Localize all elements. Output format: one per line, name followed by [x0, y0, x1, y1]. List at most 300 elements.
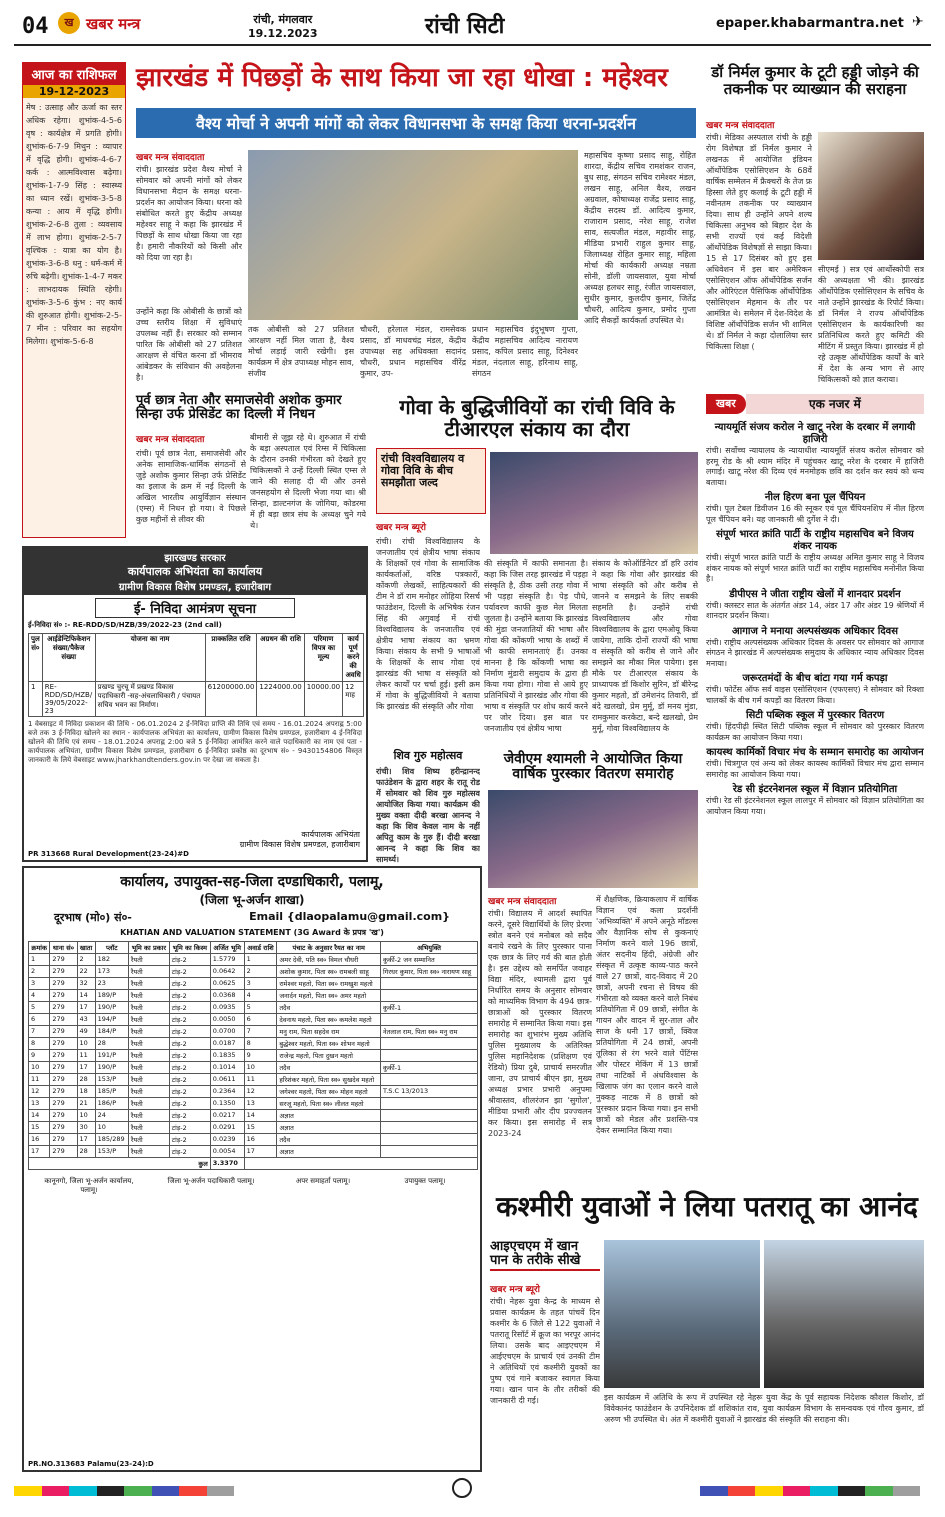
- land-cell: 3: [244, 978, 277, 990]
- land-cell: [381, 1014, 478, 1026]
- land-cell: टांड़-2: [169, 966, 210, 978]
- color-bar: [14, 1486, 234, 1496]
- ek-nazar-item-headline: नील हिरण बना पूल चैंपियन: [764, 492, 866, 503]
- kashmir-photo-1: [604, 1240, 760, 1388]
- shiv-text: रांची। शिव शिष्य हरीन्द्रानन्द फाउंडेशन के द्वारा शहर के रातू रोड में सोमवार को शिव गुरु महोत्सव आयोजित किया गया। कार्यक्रम की मुख्य वक्ता दीदी बरखा आनन्द ने कहा कि शिव केवल नाम के नहीं अपितु काम के गुरु हैं। दीदी बरखा आनन्द ने कहा कि शिव का सामर्थ्य।: [376, 767, 480, 864]
- land-cell: 3: [29, 978, 50, 990]
- ek-nazar-item-text: रांची। हिंदपीढ़ी स्थित सिटी पब्लिक स्कूल में सोमवार को पुरस्कार वितरण कार्यक्रम का आयोजन किया गया।: [706, 722, 924, 742]
- land-cell: तदैव: [277, 1002, 381, 1014]
- land-header-cell: प्लॉट: [95, 942, 128, 954]
- tender-cell: 61200000.00: [205, 682, 257, 717]
- land-cell: टांड़-2: [169, 1122, 210, 1134]
- land-cell: 186/P: [95, 1098, 128, 1110]
- land-cell: T.S.C 13/2013: [381, 1086, 478, 1098]
- tender-header-cell: पुल सं०: [29, 634, 43, 682]
- color-bar: [700, 1486, 920, 1496]
- land-table-row: [29, 1038, 478, 1050]
- land-statement-title: KHATIAN AND VALUATION STATEMENT (3G Award के प्रपत्र 'ख'): [120, 928, 384, 937]
- land-cell: 279: [50, 1038, 77, 1050]
- tender-title: ई- निविदा आमंत्रण सूचना: [95, 598, 295, 618]
- goa-side-box: [376, 448, 486, 514]
- land-cell: 23: [95, 978, 128, 990]
- land-cell: 0.0625: [210, 978, 244, 990]
- land-cell: 11: [29, 1074, 50, 1086]
- brand-logo-icon: ख: [58, 12, 80, 34]
- main-right-col: महासचिव कृष्णा प्रसाद साहू, रोहित शारदा, केंद्रीय सचिव रामशंकर राजन, बुध साह, संगठन सचिव रामेश्वर मंडल, लखन साहू, अनिल वैश्य, लखन अग्रवाल, कोषाध्यक्ष राजेंद्र प्रसाद साहू, केंद्रीय सदस्य डॉ. आदित्य कुमार, राजाराम प्रसाद, नरेश साहू, राजेश साव, सत्यजीत मंडल, महावीर साहू, मीडिया प्रभारी राहुल कुमार साहू, जिलाध्यक्ष रोहित कुमार साहू, महिला मोर्चा की कार्यकारी अध्यक्ष नम्रता सोनी, डॉली जायसवाल, युवा मोर्चा अध्यक्ष हलधर साहू, रंजीत जायसवाल, सुधीर कुमार, कुलदीप कुमार, जितेंद्र चौधरी, आदित्य कुमार, प्रमोद गुप्ता आदि सैकड़ों कार्यकर्ता उपस्थित थे।: [584, 151, 696, 325]
- registration-mark-icon: [452, 1478, 472, 1498]
- land-sign-dc: उपायुक्त पलामू।: [404, 1177, 446, 1185]
- land-cell: 0.0935: [210, 1002, 244, 1014]
- land-cell: 0.0291: [210, 1122, 244, 1134]
- land-cell: टांड़-2: [169, 1038, 210, 1050]
- tender-row: [29, 682, 364, 717]
- ek-nazar-item-headline: कायस्थ कार्मिकों विचार मंच के सम्मान समारोह का आयोजन: [706, 747, 924, 758]
- main-byline: खबर मन्त्र संवाददाता: [136, 153, 205, 163]
- land-table-row: [29, 1050, 478, 1062]
- land-cell: रैयती: [128, 1146, 169, 1158]
- land-header-cell: पंचाट के अनुसार रैयत का नाम: [277, 942, 381, 954]
- land-title: कार्यालय, उपायुक्त-सह-जिला दण्डाधिकारी, पलामू,: [120, 874, 384, 890]
- land-cell: टांड़-2: [169, 1062, 210, 1074]
- land-cell: [381, 1110, 478, 1122]
- land-cell: 279: [50, 1086, 77, 1098]
- dateline: [248, 12, 318, 40]
- land-header-cell: भूमि का किस्म: [169, 942, 210, 954]
- land-cell: 182: [95, 954, 128, 966]
- land-cell: टांड़-2: [169, 990, 210, 1002]
- land-cell: 0.0368: [210, 990, 244, 1002]
- land-cell: रैयती: [128, 1050, 169, 1062]
- land-cell: 0.0642: [210, 966, 244, 978]
- nidhan-headline: पूर्व छात्र नेता और समाजसेवी अशोक कुमार सिन्हा उर्फ प्रेसिडेंट का दिल्ली में निधन: [136, 393, 342, 423]
- nidhan-byline: खबर मन्त्र संवाददाता: [136, 435, 205, 445]
- page-number: 04: [22, 14, 49, 39]
- land-cell: कुर्की-1: [381, 1062, 478, 1074]
- ek-nazar-item-text: रांची। पूल टेबल डिवीजन 16 की स्नूकर एवं पूल चैंपियनशिप में नील हिरण पूल चैंपियन बने। यह जानकारी श्री दुर्गेश ने दी।: [706, 504, 924, 524]
- land-cell: 279: [50, 1122, 77, 1134]
- land-cell: 279: [50, 978, 77, 990]
- ek-nazar-item-headline: डीपीएस ने जीता राष्ट्रीय खेलों में शानदार प्रदर्शन: [729, 588, 901, 600]
- land-pr: PR.NO.313683 Palamu(23-24):D: [28, 1460, 154, 1468]
- land-cell: 153/P: [95, 1074, 128, 1086]
- main-headline: झारखंड में पिछड़ों के साथ किया जा रहा धोखा : महेश्वर: [136, 63, 668, 93]
- jvm-col2: में शैक्षणिक, क्रियाकलाप में वार्षिक विज्ञान एवं कला प्रदर्शनी 'अभिव्यक्ति' में अपने अनूठे मॉडल्स और वैज्ञानिक सोच से कुकनाएं निर्माण करने वाले 196 छात्रों, अंतर सदनीय हिंदी, अंग्रेजी और संस्कृत में उत्कृष्ट काव्य-पाठ करने वाले 27 छात्रों, वाद-विवाद में 20 छात्रों, अपनी रचना से विषय की गंभीरता को व्यक्त करने वाले निबंध प्रतियोगिता में 09 छात्रों, संगीत के गायन और वादन में सुर-ताल और साज के धनी 17 छात्रों, क्विज प्रतियोगिता में 24 छात्रों, अपनी तूलिका से रंग भरने वाले पेंटिंग्स और पोस्टर मेकिंग में 13 छात्रों तथा नाटिकों में अंधविश्वास के खिलाफ जंग का एलान करने वाले नुक्कड़ नाटक में 8 छात्रों को पुरस्कार प्रदान किया गया। इन सभी छात्रों को मेडल और प्रशस्ति-पत्र देकर सम्मानित किया गया।: [596, 895, 698, 1135]
- brand-name: खबर मन्त्र: [86, 15, 141, 33]
- land-cell: तदैव: [277, 1062, 381, 1074]
- tender-header-cell: अग्रधन की राशि: [257, 634, 304, 682]
- land-cell: देवनाथ महतो, पिता स्व० कमलेश महतो: [277, 1014, 381, 1026]
- land-cell: टांड़-2: [169, 1098, 210, 1110]
- land-cell: रैयती: [128, 978, 169, 990]
- land-cell: 5: [29, 1002, 50, 1014]
- land-cell: 49: [77, 1026, 95, 1038]
- land-cell: रैयती: [128, 1074, 169, 1086]
- tender-header-cell: आईडेन्टिफिकेशन संख्या/पैकेज संख्या: [42, 634, 95, 682]
- land-total: 3.3370: [210, 1158, 244, 1170]
- ek-nazar-label: खबर: [706, 394, 746, 414]
- kashmir-sub: आइएचएम में खान पान के तरीके सीखे: [490, 1240, 600, 1271]
- ek-nazar-item-headline: संपूर्ण भारत क्रांति पार्टी के राष्ट्रीय महासचिव बने विजय शंकर नायक: [716, 529, 914, 552]
- land-header-cell: थाना सं०: [50, 942, 77, 954]
- land-email[interactable]: Email {dlaopalamu@gmail.com}: [249, 910, 450, 923]
- land-cell: 10: [95, 1122, 128, 1134]
- goa-headline: गोवा के बुद्धिजीवियों का रांची विवि के टीआरएल संकाय का दौरा: [399, 395, 675, 441]
- land-cell: 13: [244, 1098, 277, 1110]
- land-cell: [381, 990, 478, 1002]
- tender-org2: कार्यपालक अभियंता का कार्यालय: [127, 565, 263, 578]
- land-cell: रैयती: [128, 1062, 169, 1074]
- kashmir-text: रांची। नेहरू युवा केन्द्र के माध्यम से प्रवास कार्यक्रम के तहत पांचवें दिन कश्मीर के 6 जिले से 122 युवाओं ने पतरातू रिसॉर्ट में क्रूज का भरपूर आनंद लिया। उसके बाद आइएचएम में आईएचएम के प्राचार्य एवं उनकी टीम ने अतिथियों एवं कश्मीरी युवकों का पुष्प एवं गाने बजाकर स्वागत किया गया। खान पान के तौर तरीकों की जानकारी दी गई।: [490, 1297, 600, 1405]
- land-cell: 2: [77, 954, 95, 966]
- land-cell: 279: [50, 990, 77, 1002]
- goa-byline: खबर मन्त्र ब्यूरो: [376, 523, 426, 533]
- land-cell: 1: [244, 954, 277, 966]
- rashifal-text: मेष : उत्साह और ऊर्जा का स्तर अधिक रहेगा। शुभांक-4-5-6 वृष : कार्यक्षेत्र में प्रगति होगी। शुभांक-6-7-9 मिथुन : व्यापार में वृद्धि होगी। शुभांक-4-6-7 कर्क : आत्मविश्वास बढ़ेगा। शुभांक-1-7-9 सिंह : स्वास्थ्य का ध्यान रखें। शुभांक-3-5-8 कन्या : आय में वृद्धि होगी। शुभांक-2-6-8 तुला : व्यवसाय में लाभ होगा। शुभांक-2-5-7 वृश्चिक : यात्रा का योग है। शुभांक-3-6-8 धनु : धर्म-कर्म में रुचि बढ़ेगी। शुभांक-1-4-7 मकर : लाभदायक स्थिति रहेगी। शुभांक-3-5-6 कुंभ : नए कार्य की शुरुआत होगी। शुभांक-2-5-7 मीन : परिवार का सहयोग मिलेगा। शुभांक-5-6-8: [26, 103, 122, 346]
- land-cell: टांड़-2: [169, 1026, 210, 1038]
- land-cell: रैयती: [128, 990, 169, 1002]
- land-header-cell: अर्जित भूमि: [210, 942, 244, 954]
- land-cell: रैयती: [128, 1086, 169, 1098]
- land-cell: 11: [77, 1050, 95, 1062]
- land-cell: रैयती: [128, 1026, 169, 1038]
- land-table-row: [29, 1074, 478, 1086]
- land-cell: रैयती: [128, 954, 169, 966]
- land-cell: मनु राम, पिता सहदेव राम: [277, 1026, 381, 1038]
- land-table-row: [29, 1146, 478, 1158]
- ek-nazar-item-headline: जरूरतमंदों के बीच बांटा गया गर्म कपड़ा: [742, 673, 888, 684]
- land-cell: 0.0050: [210, 1014, 244, 1026]
- main-para1: रांची। झारखंड प्रदेश वैश्य मोर्चा ने सोमवार को अपनी मांगों को लेकर विधानसभा मैदान के समक्ष धरना-प्रदर्शन का आयोजन किया। धरना को संबोधित करते हुए केंद्रीय अध्यक्ष महेश्वर साहू ने कहा कि झारखंड में पिछड़ों के साथ धोखा किया जा रहा है। हमारी नौकरियों को किसी और को दिया जा रहा है।: [136, 165, 242, 262]
- land-cell: 13: [29, 1098, 50, 1110]
- header-rule: [14, 44, 931, 46]
- land-cell: 184/P: [95, 1026, 128, 1038]
- land-cell: 15: [244, 1122, 277, 1134]
- tender-cell: 1: [29, 682, 43, 717]
- land-cell: 17: [77, 1062, 95, 1074]
- land-table-row: [29, 1110, 478, 1122]
- land-cell: तदैव: [277, 1134, 381, 1146]
- bird-icon: ✈: [912, 14, 924, 30]
- ek-nazar-item-text: रांची। क्लस्टर सात के अंतर्गत अंडर 14, अंडर 17 और अंडर 19 श्रेणियों में शानदार प्रदर्शन किया।: [706, 600, 924, 620]
- land-sign-dlao: जिला भू-अर्जन पदाधिकारी पलामू।: [167, 1177, 255, 1185]
- land-cell: 22: [77, 966, 95, 978]
- tender-cell: 12 माह: [343, 682, 364, 717]
- dateline-date: 19.12.2023: [248, 27, 318, 40]
- doctor-headline: डॉ निर्मल कुमार के टूटी हड्डी जोड़ने की तकनीक पर व्याख्यान की सराहना: [711, 63, 919, 98]
- land-cell: अज्ञात: [277, 1146, 381, 1158]
- land-cell: रैयती: [128, 1098, 169, 1110]
- land-cell: टांड़-2: [169, 1050, 210, 1062]
- land-cell: टांड़-2: [169, 954, 210, 966]
- land-cell: 10: [244, 1062, 277, 1074]
- land-cell: अमर देवी, पति स्व० विमल चौधरी: [277, 954, 381, 966]
- land-notice: [22, 866, 482, 1472]
- tender-sign1: कार्यपालक अभियंता: [301, 830, 360, 839]
- land-rows: [29, 954, 478, 1158]
- kashmir-photo-2: [764, 1240, 924, 1388]
- land-cell: 7: [244, 1026, 277, 1038]
- land-cell: रैयती: [128, 966, 169, 978]
- land-cell: 0.1350: [210, 1098, 244, 1110]
- land-cell: 32: [77, 978, 95, 990]
- land-cell: 279: [50, 1014, 77, 1026]
- land-cell: 10: [77, 1038, 95, 1050]
- land-table-row: [29, 966, 478, 978]
- land-cell: टांड़-2: [169, 1110, 210, 1122]
- jvm-col1: रांची। विद्यालय में आदर्श स्थापित करने, दूसरे विद्यार्थियों के लिए प्रेरणा स्त्रोत बनने एवं मनोबल को सदैव बनाये रखने के लिए पुरस्कार पाना एक छात्र के लिए गर्व की बात होती है। इस उद्देश्य को समर्पित जवाहर विद्या मंदिर, श्यामली द्वारा पूर्व निर्धारित समय के अनुसार सोमवार को माध्यमिक विभाग के 494 छात्र-छात्राओं को पुरस्कार वितरण समारोह में सम्मानित किया गया। इस समारोह का शुभारंभ मुख्य अतिथि पुलिस मुख्यालय के अतिरिक्त पुलिस महानिदेशक (प्रशिक्षण एवं रेडियो) प्रिया दुबे, प्राचार्य समरजीत जाना, उप प्राचार्य बीएन झा, मुख्य अध्यक्ष प्रभार प्रभारी अनुपमा श्रीवास्तव, शीलरंजन झा 'सुगोल', मीडिया प्रभारी और दीप प्रज्ज्वलन कर किया। इस समारोह में सत्र 2023-24: [488, 909, 592, 1138]
- main-subheadline: वैश्य मोर्चा ने अपनी मांगों को लेकर विधानसभा के समक्ष किया धरना-प्रदर्शन: [136, 108, 696, 138]
- land-cell: रैयती: [128, 1002, 169, 1014]
- land-cell: 17: [77, 1002, 95, 1014]
- land-cell: 279: [50, 1026, 77, 1038]
- land-table-row: [29, 1134, 478, 1146]
- tender-org1: झारखण्ड सरकार: [164, 553, 226, 564]
- land-cell: 15: [29, 1122, 50, 1134]
- land-cell: 190/P: [95, 1062, 128, 1074]
- land-cell: 16: [29, 1134, 50, 1146]
- land-cell: 279: [50, 1098, 77, 1110]
- land-cell: 1.5779: [210, 954, 244, 966]
- land-cell: [381, 1122, 478, 1134]
- land-cell: 21: [77, 1098, 95, 1110]
- land-cell: [381, 1038, 478, 1050]
- land-cell: टांड़-2: [169, 1146, 210, 1158]
- land-phone: दूरभाष (मो०) सं०-: [54, 911, 132, 924]
- land-cell: रैयती: [128, 1038, 169, 1050]
- land-cell: 185/289: [95, 1134, 128, 1146]
- ek-nazar-item-text: रांची। फोर्टेस ऑफ सर्व वाइस एसोसिएशन (एफएसए) ने सोमवार को रिक्शा चालकों के बीच गर्म कपड़ों का वितरण किया।: [706, 685, 924, 705]
- section-title: रांची सिटी: [425, 14, 505, 39]
- land-sign-kanungo: कानूनगो, जिला भू-अर्जन कार्यालय, पलामू।: [44, 1177, 134, 1194]
- land-cell: 279: [50, 1002, 77, 1014]
- land-cell: टांड़-2: [169, 1014, 210, 1026]
- land-cell: टांड़-2: [169, 1086, 210, 1098]
- land-table-row: [29, 1014, 478, 1026]
- tender-sign2: ग्रामीण विकास विशेष प्रमण्डल, हजारीबाग: [239, 840, 360, 849]
- land-table-row: [29, 1026, 478, 1038]
- land-cell: टांड़-2: [169, 978, 210, 990]
- tender-header-cell: प्राक्कलित राशि: [205, 634, 257, 682]
- goa-side-head: रांची विश्वविद्यालय व गोवा विवि के बीच समझौता जल्द: [381, 452, 465, 490]
- land-header-cell: अवार्ड राशि: [244, 942, 277, 954]
- goa-col2: की संस्कृति में काफी समानता है। कहा कि जिस तरह झारखंड में पड़हा संस्कृति है, ठीक उसी तरह गोवा में भी पड़हा संस्कृति है। पेड़ पौधे, पर्यावरण काफी कुछ मेल मिलता जुलता है। उन्होंने बताया कि झारखंड की मुंडा जनजातियों की भाषा और गोवा की कोंकणी भाषा के शब्दों में भी काफी समानताएं हैं। उनका मानना है कि कोंकणी भाषा का निर्माण मुंडारी समुदाय के द्वारा ही किया गया होगा। गोवा से आये हुए प्रतिनिधियों ने झारखंड और गोवा की भाषा व संस्कृति पर शोध कार्य करने पर जोर दिया। इस बात पर जनजातीय एवं क्षेत्रीय भाषा: [484, 559, 588, 733]
- land-cell: 11: [244, 1074, 277, 1086]
- land-cell: 1: [29, 954, 50, 966]
- land-cell: रैयती: [128, 1110, 169, 1122]
- land-cell: 279: [50, 966, 77, 978]
- ek-nazar-title: एक नजर में: [746, 394, 924, 414]
- land-cell: रैयती: [128, 1014, 169, 1026]
- land-cell: 24: [95, 1110, 128, 1122]
- kashmir-headline: कश्मीरी युवाओं ने लिया पतरातू का आनंद: [496, 1190, 918, 1223]
- land-cell: अशोक कुमार, पिता स्व० रामबली साहू: [277, 966, 381, 978]
- ek-nazar-item-text: रांची। चित्रगुप्त एवं अन्य को लेकर कायस्थ कार्मिकों विचार मंच द्वारा सम्मान समारोह का आयोजन किया गया।: [706, 759, 924, 779]
- ek-nazar-item-headline: न्यायमूर्ति संजय करोल ने खाटू नरेश के दरबार में लगायी हाजिरी: [714, 422, 916, 445]
- shiv-headline: शिव गुरु महोत्सव: [393, 749, 463, 762]
- land-cell: 28: [77, 1146, 95, 1158]
- land-cell: 17: [29, 1146, 50, 1158]
- land-cell: 0.0239: [210, 1134, 244, 1146]
- ek-nazar-item-text: रांची। रेड सी इंटरनेशनल स्कूल लालपुर में सोमवार को विज्ञान प्रतियोगिता का आयोजन किया गया।: [706, 796, 924, 816]
- ek-nazar-item-headline: सिटी पब्लिक स्कूल में पुरस्कार वितरण: [745, 710, 885, 721]
- land-header-cell: अभियुक्ति: [381, 942, 478, 954]
- nidhan-text1: रांची। पूर्व छात्र नेता, समाजसेवी और अनेक सामाजिक-धार्मिक संगठनों से जुड़े अशोक कुमार सिन्हा उर्फ प्रेसिडेंट का इलाज के क्रम में नई दिल्ली के अखिल भारतीय आयुर्विज्ञान संस्थान (एम्स) में निधन हो गया। वे पिछले कुछ महीनों से लीवर की: [136, 449, 246, 524]
- ek-nazar-item-text: रांची। संपूर्ण भारत क्रांति पार्टी के राष्ट्रीय अध्यक्ष अमित कुमार साहू ने विजय शंकर नायक को संपूर्ण भारत क्रांति पार्टी का राष्ट्रीय महासचिव मनोनीत किया है।: [706, 553, 924, 583]
- land-cell: बुद्धेश्वर महतो, पिता स्व० शोभन महतो: [277, 1038, 381, 1050]
- ek-nazar-header: [706, 394, 924, 414]
- land-cell: सरजू महतो, पिता स्व० लीलत महतो: [277, 1098, 381, 1110]
- main-para3: तक ओबीसी को 27 प्रतिशत आरक्षण नहीं मिल जाता है, वैश्य मोर्चा लड़ाई जारी रखेगी। इस कार्यक्रम में क्षेत्र उपाध्यक्ष मोहन साव, संजीव: [248, 325, 354, 378]
- land-cell: [381, 1050, 478, 1062]
- land-table: [28, 941, 478, 1170]
- tender-pr: PR 313668 Rural Development(23-24)#D: [28, 850, 189, 858]
- tender-notes: 1 वेबसाइट में निविदा प्रकाशन की तिथि - 06.01.2024 2 ई-निविदा प्राप्ति की तिथि एवं समय - 16.01.2024 अपराह्न 5:00 बजे तक 3 ई-निविदा खोलने का स्थान - कार्यपालक अभियंता का कार्यालय, ग्रामीण विकास विशेष प्रमण्डल, हजारीबाग 4 ई-निविदा खोलने की तिथि एवं समय - 18.01.2024 अपराह्न 2:00 बजे 5 ई-निविदा आमंत्रित करने वाले पदाधिकारी का नाम एवं पता - कार्यपालक अभियंता, ग्रामीण विकास विशेष प्रमण्डल, हजारीबाग 6 ई-निविदा प्रकोष्ठ का दूरभाष सं० - 9430154806 विस्तृत जानकारी के लिये वेबसाइट www.jharkhandtenders.gov.in पर देखा जा सकता है।: [28, 720, 362, 764]
- land-cell: टांड़-2: [169, 1074, 210, 1086]
- doctor-text2: सीएमई ) सत्र एवं आर्थोस्कोपी सत्र की अध्यक्षता भी की। झारखंड ऑर्थोपेडिक एसोसिएशन के सचिव के नाते उन्होंने झारखंड के रिपोर्ट किया। डॉ निर्मल ने राज्य ऑर्थोपेडिक एसोसिएशन के कार्यकारिणी का प्रतिनिधित्व करते हुए कमिटी की मीटिंग में प्रस्तुत किया। झारखंड में हो रहे उत्कृष्ट ऑर्थोपेडिक कार्यों के बारे में देश के अन्य भाग से आए चिकित्सकों को ज्ञात कराया।: [818, 265, 924, 384]
- land-table-row: [29, 1002, 478, 1014]
- land-cell: 5: [244, 1002, 277, 1014]
- dharna-photo: [248, 150, 578, 320]
- jvm-photo: [488, 790, 698, 888]
- land-cell: 191/P: [95, 1050, 128, 1062]
- land-cell: 12: [244, 1086, 277, 1098]
- website-link[interactable]: epaper.khabarmantra.net: [716, 16, 904, 31]
- ek-nazar-item-text: रांची। सर्वोच्च न्यायालय के न्यायाधीश न्यायमूर्ति संजय करोल सोमवार को हरमू रोड के श्री श्याम मंदिर में पहुंचकर खाटू नरेश के दरबार में हाजिरी लगाई। खाटू नरेश की दिव्य एवं मनमोहक छवि का दर्शन कर स्वयं को धन्य बताया।: [706, 446, 924, 487]
- rashifal-title: आज का राशिफल: [23, 63, 125, 85]
- land-cell: 0.0611: [210, 1074, 244, 1086]
- dateline-place: रांची, मंगलवार: [253, 13, 313, 26]
- doctor-photo: [818, 132, 924, 260]
- land-cell: 8: [244, 1038, 277, 1050]
- land-table-row: [29, 1062, 478, 1074]
- rashifal-box: [22, 62, 126, 538]
- tender-org3: ग्रामीण विकास विशेष प्रमण्डल, हजारीबाग: [118, 582, 272, 593]
- nidhan-text2: बीमारी से जूझ रहे थे। शुरुआत में रांची के बड़ा अस्पताल एवं रिम्स में चिकित्सा के दौरान उनकी गंभीरता को देखते हुए चिकित्सकों ने उन्हें दिल्ली स्थित एम्स ले जाने की सलाह दी थी और उनसे जनसहयोग से दिल्ली भेजा गया था। श्री सिन्हा, डाल्टनगंज के जोगिया, कोडरमा में ही बड़ा छात्र संघ के अध्यक्ष चुने गये थे।: [250, 433, 366, 530]
- land-cell: 14: [77, 990, 95, 1002]
- land-cell: 17: [244, 1146, 277, 1158]
- land-cell: 10: [29, 1062, 50, 1074]
- tender-cell: RE-RDD/SD/HZB/ 39/05/2022-23: [42, 682, 95, 717]
- land-cell: [381, 1098, 478, 1110]
- tender-cell: 1224000.00: [257, 682, 304, 717]
- tender-notice: [22, 546, 368, 862]
- land-cell: 28: [95, 1038, 128, 1050]
- land-header-cell: भूमि का प्रकार: [128, 942, 169, 954]
- land-cell: 194/P: [95, 1014, 128, 1026]
- main-para2: उन्होंने कहा कि ओबीसी के छात्रों को उच्च स्तरीय शिक्षा में सुविधाएं उपलब्ध नहीं हैं। सरकार को सम्मान पारित कि ओबीसी को 27 प्रतिशत आरक्षण से वंचित करना डॉ भीमराव आंबेडकर के संविधान की अवहेलना है।: [136, 307, 242, 382]
- land-cell: गिरधर कुमार, पिता स्व० नारायण साहू: [381, 966, 478, 978]
- land-header-cell: क्रमांक: [29, 942, 50, 954]
- land-cell: [381, 1146, 478, 1158]
- land-cell: 14: [29, 1110, 50, 1122]
- doctor-byline: खबर मन्त्र संवाददाता: [706, 121, 775, 131]
- goa-col1: रांची। रांची विश्वविद्यालय के जनजातीय एवं क्षेत्रीय भाषा संकाय के शिक्षकों एवं गोवा के सामाजिक कार्यकर्ताओं, वरिष्ठ पत्रकारों, कोंकणी लेखकों, साहित्यकारों की टीम ने डॉ राम मनोहर लोहिया रिसर्च फाउंडेशन, दिल्ली के अभिषेक रंजन सिंह की अगुवाई में रांची विश्वविद्यालय के जनजातीय एवं क्षेत्रीय भाषा संकाय का भ्रमण किया। संकाय के सभी 9 भाषाओं के शिक्षकों के साथ गोवा एवं झारखंड की भाषा व संस्कृति को लेकर कार्यों पर चर्चा हुई। इसी क्रम में गोवा के बुद्धिजीवियों ने बताया कि झारखंड की संस्कृति और गोवा: [376, 537, 480, 711]
- goa-photo: [490, 452, 698, 554]
- land-cell: 0.1835: [210, 1050, 244, 1062]
- ek-nazar-item-text: रांची। राष्ट्रीय अल्पसंख्यक अधिकार दिवस के अवसर पर सोमवार को आगाज संगठन ने झारखंड में अल्पसंख्यक समुदाय के अधिकार न्याय अधिकार दिवस मनाया।: [706, 637, 924, 668]
- land-cell: जनार्दन महतो, पिता स्व० अमर महतो: [277, 990, 381, 1002]
- land-cell: हरिशंकर महतो, पिता स्व० सुखदेव महतो: [277, 1074, 381, 1086]
- land-cell: [381, 1134, 478, 1146]
- kashmir-byline: खबर मन्त्र ब्यूरो: [490, 1285, 540, 1295]
- land-sign-adm: अपर समाहर्ता पलामू।: [295, 1177, 351, 1185]
- land-cell: रैयती: [128, 1122, 169, 1134]
- land-cell: 0.0187: [210, 1038, 244, 1050]
- land-cell: 28: [77, 1074, 95, 1086]
- land-table-row: [29, 1098, 478, 1110]
- land-cell: 0.0054: [210, 1146, 244, 1158]
- land-cell: 12: [29, 1086, 50, 1098]
- doctor-text1: रांची। मेडिका अस्पताल रांची के हड्डी रोग विशेषज्ञ डॉ निर्मल कुमार ने लखनऊ में आयोजित इंडियन ऑर्थोपेडिक एसोसिएशन के 68वें वार्षिक सम्मेलन में फ्रैक्चरों के तेज फ्र हिस्सा लेते हुए कलाई के टूटी हड्डी में नवीनतम तकनीक पर व्याख्यान दिया। साथ ही उन्होंने अपने शल्य चिकित्सा अनुभव को बिहार देश के सभी राज्यों एवं कई विदेशी ऑर्थोपेडिक विशेषज्ञों से साझा किया। 15 से 17 दिसंबर को हुए इस अधिवेशन में इस बार अमेरिकन एसोसिएशन ऑफ ऑर्थोपेडिक सर्जन और ओरिएंटल पैसिफिक ऑर्थोपेडिक एसोसिएशन मेहमान के तौर पर आमंत्रित थे। समेलन में देश-विदेश के विशिष्ट ऑर्थोपेडिक सर्जन भी शामिल थे। डॉ निर्मल ने कहा दोलालिया स्तर चिकित्सा शिक्षा (: [706, 133, 812, 351]
- main-para4: चौधरी, हरेलाल मंडल, रामसेवक प्रसाद, डॉ माधवचंद्र मंडल, केंद्रीय उपाध्यक्ष सह अधिवक्ता सदानंद चौधरी, प्रधान महासचिव वीरेंद्र कुमार, उप-: [360, 325, 466, 378]
- land-cell: जगेश्वर महतो, पिता स्व० मोहन महतो: [277, 1086, 381, 1098]
- tender-table: [28, 633, 364, 717]
- land-cell: 8: [29, 1038, 50, 1050]
- land-cell: नेतलाल राम, पिता स्व० मनु राम: [381, 1026, 478, 1038]
- land-cell: 173: [95, 966, 128, 978]
- kashmir-text2: इस कार्यक्रम में अतिथि के रूप में उपस्थित रहे नेहरू युवा केंद्र के पूर्व सहायक निदेशक कौशल किशोर, डॉ विवेकानंद फाउंडेशन के उपनिदेशक डॉ शशिकांत राव, युवा कार्यक्रम विभाग के समन्वयक एवं गौरव कुमार, डॉ अरुण भी उपस्थित थे। अंत में कश्मीरी युवाओं ने झारखंड की संस्कृति की सराहना की।: [604, 1393, 924, 1424]
- land-cell: 279: [50, 1110, 77, 1122]
- land-cell: 10: [77, 1110, 95, 1122]
- land-cell: 17: [77, 1134, 95, 1146]
- tender-ref: ई-निविदा सं० :- RE-RDD/SD/HZB/39/2022-23 (2nd call): [28, 621, 222, 629]
- land-cell: 0.2364: [210, 1086, 244, 1098]
- tender-cell: प्रखण्ड चुरचू में प्रखण्ड विकास पदाधिकारी -सह-अंचलाधिकारी / पंचायत सचिव भवन का निर्माण।: [95, 682, 205, 717]
- goa-col3: संकाय के कोऑर्डिनेटर डॉ हरि उरांव ने कहा कि गोवा और झारखंड की भाषा संस्कृति को और करीब से जानने व समझने के लिए सबकी सहमति है। उन्होंने रांची विश्वविद्यालय और गोवा विश्वविद्यालय के द्वारा एमओयू किया जायेगा, ताकि दोनों राज्यों की भाषा व संस्कृति को करीब से जाने और समझने का मौका मिल पायेगा। इस मौके पर टीआरएल संकाय के प्राध्यापक डॉ किशोर सुरिन, डॉ बीरेन्द्र कुमार महतो, डॉ उमेशनंद तिवारी, डॉ बंदे खलखो, प्रेम मुर्मू, डॉ मनय मुंडा, रामकुमार करकेटा, बन्दे खलखो, प्रेम मुर्मू, गोवा विश्वविद्यालय के: [592, 559, 698, 733]
- land-cell: 279: [50, 1134, 77, 1146]
- land-cell: 4: [29, 990, 50, 1002]
- land-cell: 279: [50, 1050, 77, 1062]
- land-cell: रैयती: [128, 1134, 169, 1146]
- tender-cell: 10000.00: [304, 682, 343, 717]
- land-cell: 43: [77, 1014, 95, 1026]
- tender-header-cell: योजना का नाम: [95, 634, 205, 682]
- land-cell: [381, 1074, 478, 1086]
- jvm-byline: खबर मन्त्र संवाददाता: [488, 897, 557, 907]
- land-cell: 2: [29, 966, 50, 978]
- land-cell: [381, 978, 478, 990]
- land-cell: राजेन्द्र महतो, पिता दुखन महतो: [277, 1050, 381, 1062]
- land-cell: 9: [244, 1050, 277, 1062]
- land-cell: 279: [50, 1146, 77, 1158]
- ek-nazar-item-headline: आगाज ने मनाया अल्पसंख्यक अधिकार दिवस: [732, 625, 898, 637]
- land-cell: 2: [244, 966, 277, 978]
- ek-nazar-list: [706, 418, 924, 1214]
- land-cell: रामेश्वर महतो, पिता स्व० रामखुश महतो: [277, 978, 381, 990]
- land-table-row: [29, 1086, 478, 1098]
- land-cell: अज्ञात: [277, 1122, 381, 1134]
- land-cell: कुर्की-2 जन सम्मानित: [381, 954, 478, 966]
- land-cell: 0.0700: [210, 1026, 244, 1038]
- land-cell: 0.0217: [210, 1110, 244, 1122]
- tender-header-cell: परिमाण विपत्र का मूल्य: [304, 634, 343, 682]
- land-total-label: कुल: [29, 1158, 211, 1170]
- tender-header-cell: कार्य पूर्ण करने की अवधि: [343, 634, 364, 682]
- land-cell: 6: [244, 1014, 277, 1026]
- land-cell: 4: [244, 990, 277, 1002]
- ek-nazar-item-headline: रेड सी इंटरनेशनल स्कूल में विज्ञान प्रतियोगिता: [732, 784, 898, 795]
- land-cell: 279: [50, 954, 77, 966]
- land-cell: 279: [50, 1062, 77, 1074]
- land-table-row: [29, 978, 478, 990]
- main-para5: प्रधान महासचिव इंदुभूषण गुप्ता, केंद्रीय महासचिव आदित्य नारायण प्रसाद, कपिल प्रसाद साहू, दिनेश्वर मंडल, नंदलाल साहू, हरिनाथ साहू, संगठन: [472, 325, 578, 378]
- land-cell: 153/P: [95, 1146, 128, 1158]
- land-cell: 0.1014: [210, 1062, 244, 1074]
- land-sub: (जिला भू-अर्जन शाखा): [199, 893, 305, 907]
- land-cell: टांड़-2: [169, 1134, 210, 1146]
- land-cell: 30: [77, 1122, 95, 1134]
- land-cell: टांड़-2: [169, 1002, 210, 1014]
